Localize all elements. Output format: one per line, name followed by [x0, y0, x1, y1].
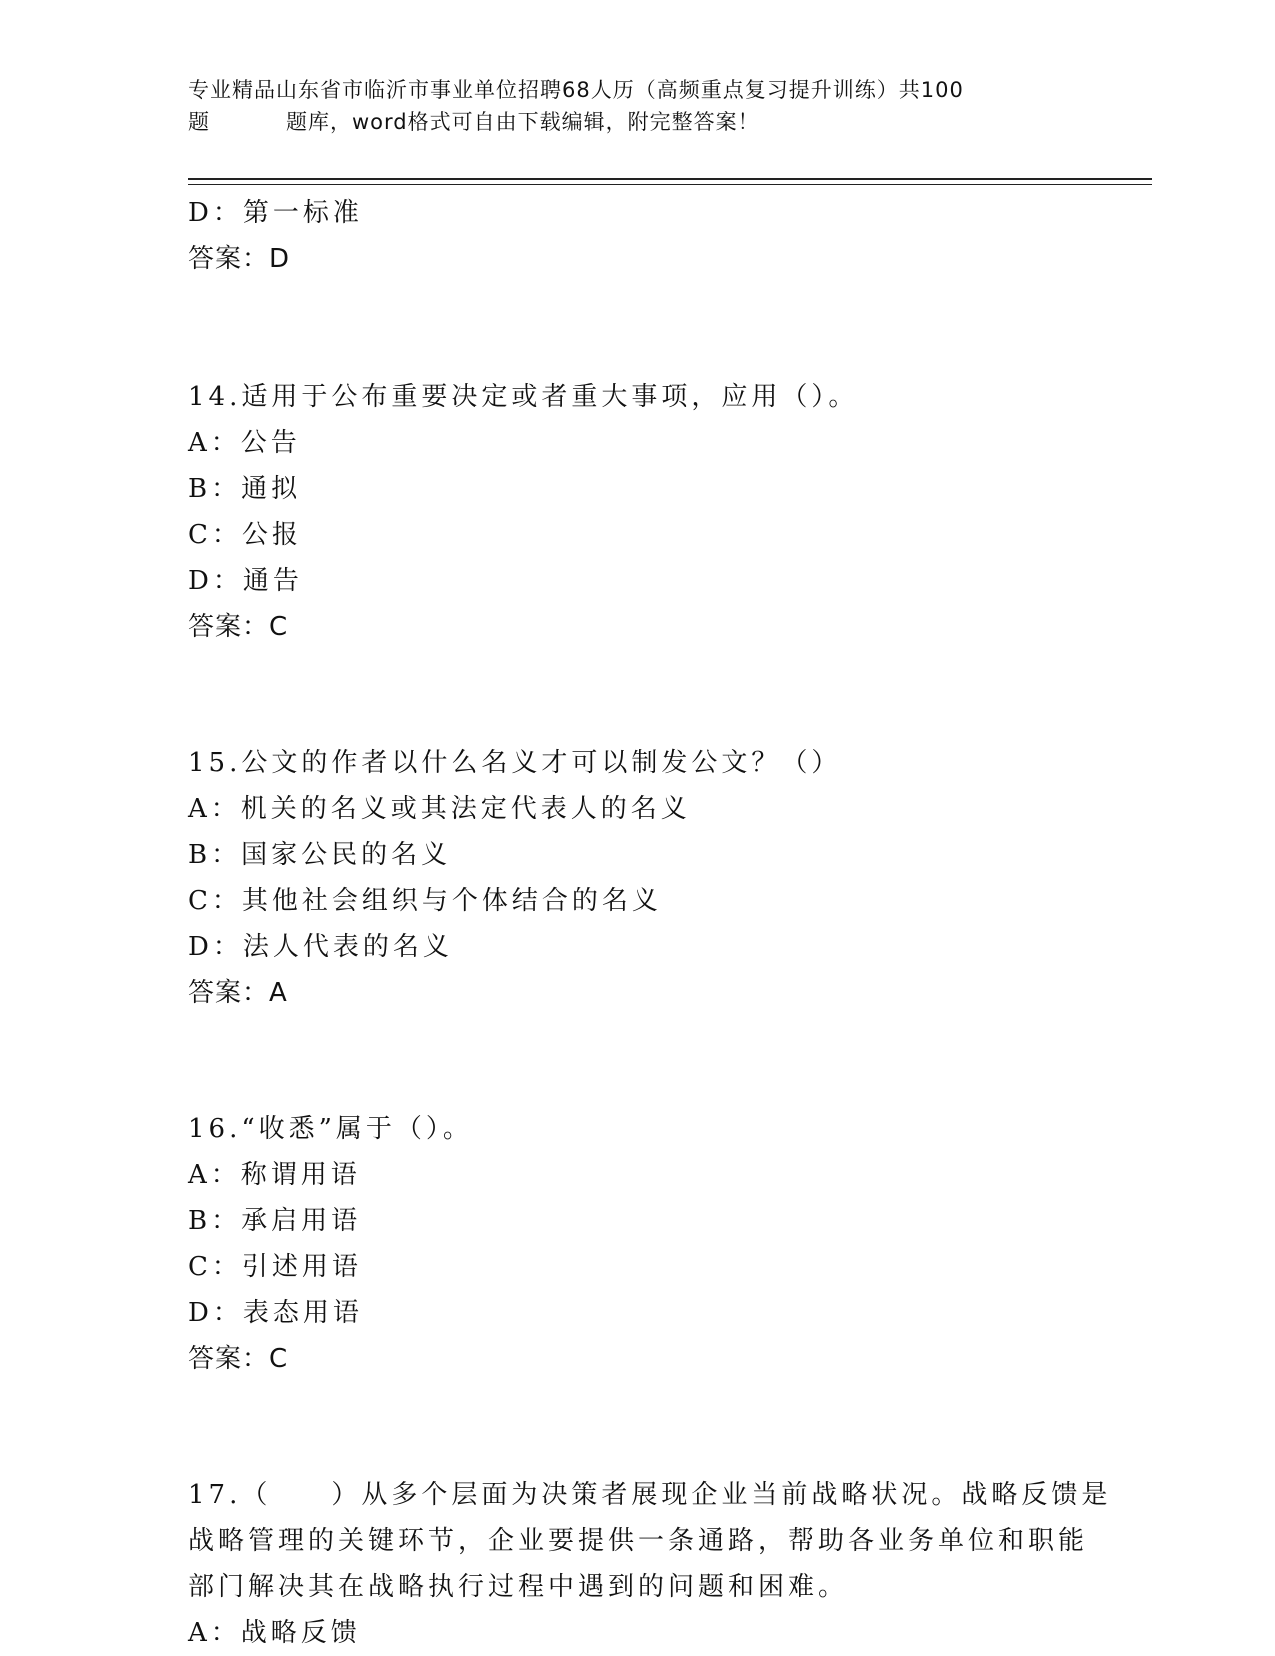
question-15-stem: 15.公文的作者以什么名义才可以制发公文？（）: [188, 748, 842, 778]
header-divider-thin: [188, 184, 1152, 185]
question-17-stem-line3: 部门解决其在战略执行过程中遇到的问题和困难。: [188, 1572, 849, 1602]
question-15-option-b: B：国家公民的名义: [188, 840, 452, 870]
document-header: [188, 74, 1088, 138]
question-17-option-a: A：战略反馈: [188, 1618, 361, 1648]
header-title-line2-b: 题库，word格式可自由下载编辑，附完整答案！: [286, 110, 760, 134]
question-17-stem-line2: 战略管理的关键环节，企业要提供一条通路，帮助各业务单位和职能: [188, 1526, 1089, 1556]
question-16-option-b: B：承启用语: [188, 1206, 362, 1236]
header-title-line2: [188, 106, 1088, 138]
prev-option-d: D：第一标准: [188, 198, 363, 228]
question-16-option-a: A：称谓用语: [188, 1160, 361, 1190]
prev-answer: 答案：D: [188, 244, 291, 274]
question-17-stem-line1: 17.（ ）从多个层面为决策者展现企业当前战略状况。战略反馈是: [188, 1480, 1112, 1510]
question-14-option-c: C：公报: [188, 520, 302, 550]
question-16-option-d: D：表态用语: [188, 1298, 363, 1328]
question-list: [188, 190, 1112, 1656]
header-divider-thick: [188, 178, 1152, 180]
question-14-option-d: D：通告: [188, 566, 303, 596]
question-16-stem: 16.“收悉”属于（）。: [188, 1114, 473, 1144]
question-16-option-c: C：引述用语: [188, 1252, 362, 1282]
question-16-answer: 答案：C: [188, 1344, 289, 1374]
question-14-option-a: A：公告: [188, 428, 301, 458]
question-15-answer: 答案：A: [188, 978, 288, 1008]
question-15-option-a: A：机关的名义或其法定代表人的名义: [188, 794, 691, 824]
question-14-stem: 14.适用于公布重要决定或者重大事项，应用（）。: [188, 382, 859, 412]
header-title-line1: 专业精品山东省市临沂市事业单位招聘68人历（高频重点复习提升训练）共100: [188, 78, 964, 102]
question-15-option-c: C：其他社会组织与个体结合的名义: [188, 886, 662, 916]
header-title-line2-a: 题: [188, 110, 210, 134]
question-14-option-b: B：通拟: [188, 474, 302, 504]
question-14-answer: 答案：C: [188, 612, 289, 642]
question-15-option-d: D：法人代表的名义: [188, 932, 453, 962]
